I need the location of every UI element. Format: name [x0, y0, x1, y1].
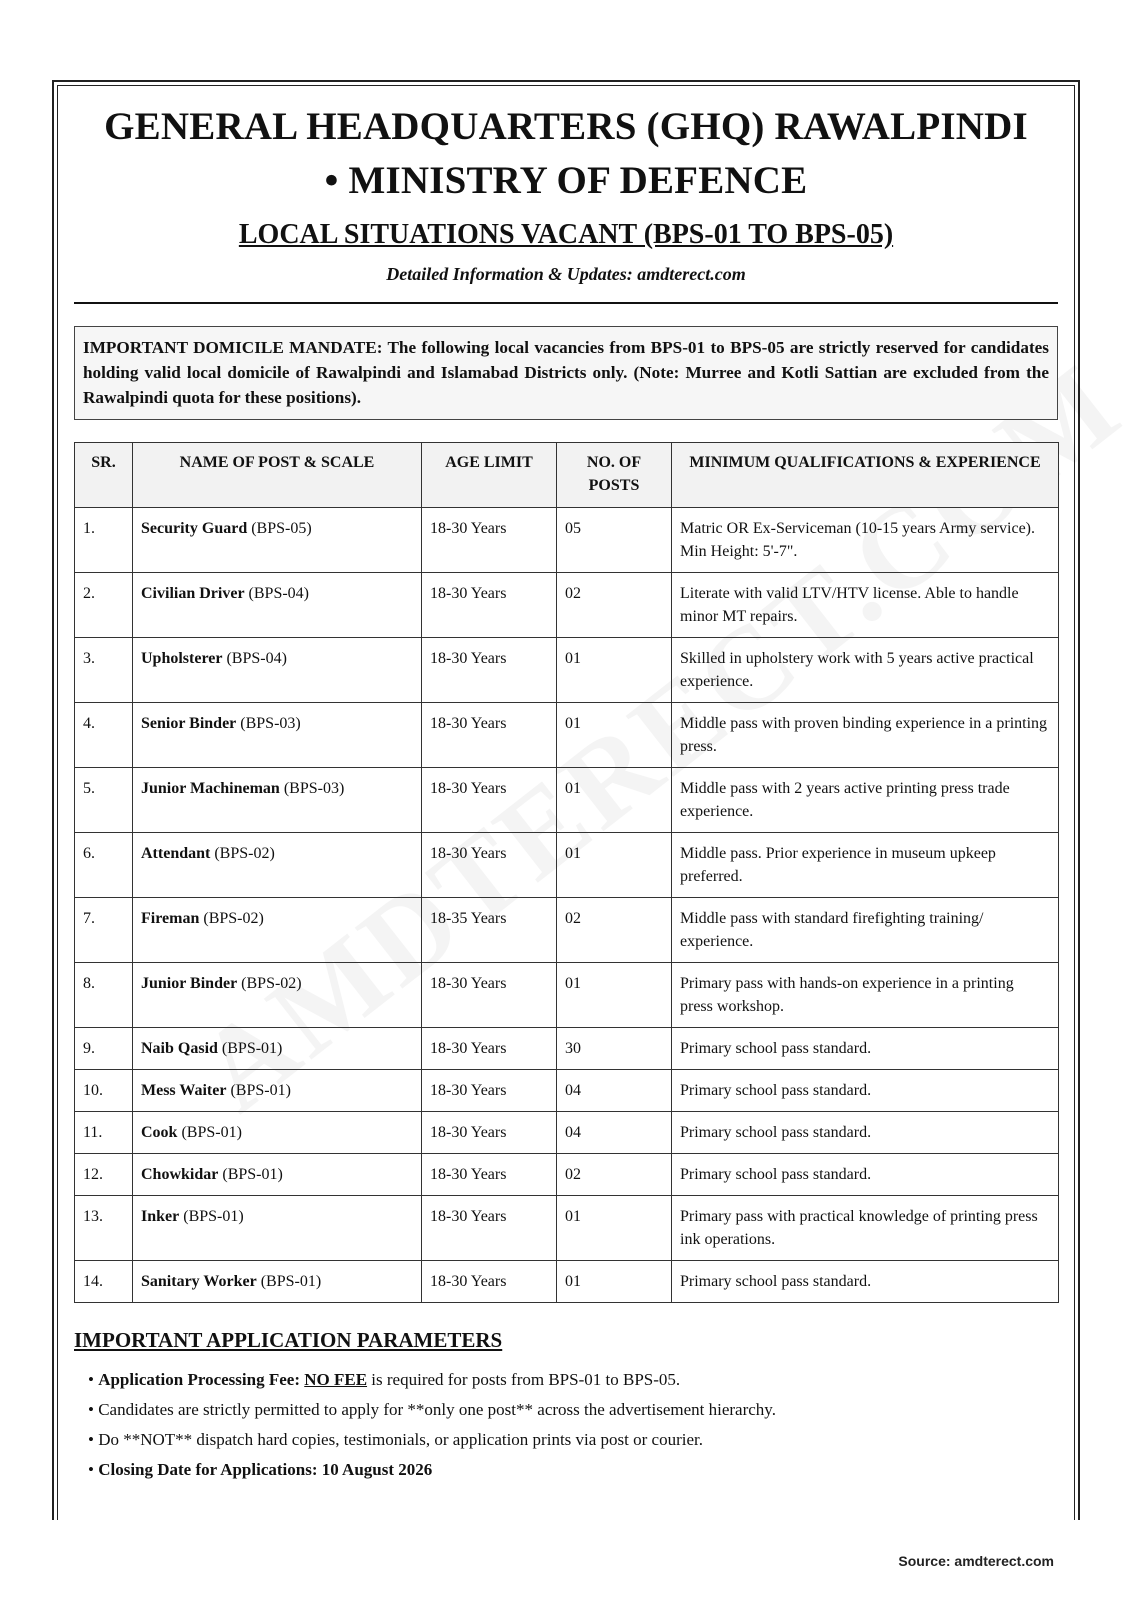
- post-name: Senior Binder: [141, 715, 237, 732]
- cell-age: 18-35 Years: [422, 898, 557, 963]
- cell-qualifications: Skilled in upholstery work with 5 years active practical experience.: [672, 638, 1059, 703]
- cell-post: [133, 703, 422, 768]
- bullet: •: [88, 1430, 94, 1449]
- cell-sr: 14.: [75, 1261, 133, 1303]
- cell-sr: 9.: [75, 1028, 133, 1070]
- cell-age: 18-30 Years: [422, 1261, 557, 1303]
- post-name: Naib Qasid: [141, 1040, 218, 1057]
- params-list: [74, 1365, 1058, 1485]
- cell-post: [133, 1154, 422, 1196]
- table-row: [75, 573, 1059, 638]
- post-name: Cook: [141, 1124, 178, 1141]
- cell-posts: 01: [557, 833, 672, 898]
- cell-posts: 30: [557, 1028, 672, 1070]
- post-scale: (BPS-02): [214, 845, 275, 862]
- cell-qualifications: Primary pass with practical knowledge of printing press ink operations.: [672, 1196, 1059, 1261]
- domicile-notice: IMPORTANT DOMICILE MANDATE: The following local vacancies from BPS-01 to BPS-05 are strictly reserved for candidates holding valid local domicile of Rawalpindi and Islamabad Districts only. (Note: Murree and Kotli Sattian are excluded from the Rawalpindi quota for these positions).: [74, 326, 1058, 420]
- cell-post: [133, 898, 422, 963]
- cell-posts: 02: [557, 573, 672, 638]
- bullet: •: [88, 1370, 94, 1389]
- post-name: Mess Waiter: [141, 1082, 227, 1099]
- post-scale: (BPS-05): [251, 520, 312, 537]
- cell-post: [133, 1070, 422, 1112]
- advertisement-body: [74, 100, 1058, 1485]
- cell-qualifications: Primary school pass standard.: [672, 1154, 1059, 1196]
- col-header-posts: NO. OF POSTS: [557, 443, 672, 508]
- post-scale: (BPS-04): [248, 585, 309, 602]
- cell-age: 18-30 Years: [422, 1154, 557, 1196]
- cell-posts: 01: [557, 703, 672, 768]
- post-scale: (BPS-01): [181, 1124, 242, 1141]
- cell-age: 18-30 Years: [422, 703, 557, 768]
- post-scale: (BPS-03): [240, 715, 301, 732]
- cell-posts: 04: [557, 1112, 672, 1154]
- cell-posts: 05: [557, 508, 672, 573]
- post-scale: (BPS-04): [226, 650, 287, 667]
- closing-date: Closing Date for Applications: 10 August 2026: [98, 1460, 433, 1479]
- title-line-2: • MINISTRY OF DEFENCE: [324, 159, 808, 202]
- post-scale: (BPS-03): [283, 780, 345, 797]
- post-name: Junior Machineman: [141, 780, 280, 797]
- post-scale: (BPS-01): [260, 1273, 322, 1290]
- no-dispatch-rule: Do **NOT** dispatch hard copies, testimonials, or application prints via post or courier.: [98, 1430, 703, 1449]
- table-row: [75, 1070, 1059, 1112]
- fee-rest: is required for posts from BPS-01 to BPS-05.: [371, 1370, 681, 1389]
- col-header-post: NAME OF POST & SCALE: [133, 443, 422, 508]
- one-post-rule: Candidates are strictly permitted to apply for **only one post** across the advertisement hierarchy.: [98, 1400, 776, 1419]
- table-row: [75, 703, 1059, 768]
- cell-sr: 11.: [75, 1112, 133, 1154]
- info-line: Detailed Information & Updates: amdterect.com: [386, 264, 746, 284]
- cell-sr: 12.: [75, 1154, 133, 1196]
- post-scale: (BPS-01): [230, 1082, 291, 1099]
- table-row: [75, 1196, 1059, 1261]
- bullet: •: [88, 1400, 94, 1419]
- cell-age: 18-30 Years: [422, 963, 557, 1028]
- post-name: Security Guard: [141, 520, 248, 537]
- page-title: [74, 100, 1058, 208]
- table-header-row: [75, 443, 1059, 508]
- cell-posts: 01: [557, 1261, 672, 1303]
- table-row: [75, 508, 1059, 573]
- cell-age: 18-30 Years: [422, 768, 557, 833]
- cell-sr: 4.: [75, 703, 133, 768]
- cell-sr: 13.: [75, 1196, 133, 1261]
- cell-sr: 3.: [75, 638, 133, 703]
- bullet: •: [88, 1460, 94, 1479]
- list-item: [88, 1395, 1058, 1425]
- cell-qualifications: Middle pass with standard firefighting training/ experience.: [672, 898, 1059, 963]
- table-row: [75, 1154, 1059, 1196]
- cell-posts: 02: [557, 1154, 672, 1196]
- cell-post: [133, 833, 422, 898]
- cell-qualifications: Middle pass with proven binding experience in a printing press.: [672, 703, 1059, 768]
- cell-post: [133, 768, 422, 833]
- cell-qualifications: Middle pass. Prior experience in museum upkeep preferred.: [672, 833, 1059, 898]
- cell-post: [133, 1196, 422, 1261]
- cell-post: [133, 1028, 422, 1070]
- col-header-qualifications: MINIMUM QUALIFICATIONS & EXPERIENCE: [672, 443, 1059, 508]
- cell-age: 18-30 Years: [422, 573, 557, 638]
- fee-value: NO FEE: [304, 1370, 368, 1389]
- table-row: [75, 833, 1059, 898]
- cell-sr: 5.: [75, 768, 133, 833]
- cell-sr: 6.: [75, 833, 133, 898]
- cell-age: 18-30 Years: [422, 833, 557, 898]
- post-name: Fireman: [141, 910, 200, 927]
- cell-age: 18-30 Years: [422, 1112, 557, 1154]
- cell-age: 18-30 Years: [422, 638, 557, 703]
- cell-qualifications: Primary school pass standard.: [672, 1028, 1059, 1070]
- cell-sr: 1.: [75, 508, 133, 573]
- post-name: Attendant: [141, 845, 211, 862]
- table-row: [75, 898, 1059, 963]
- cell-posts: 02: [557, 898, 672, 963]
- post-name: Inker: [141, 1208, 180, 1225]
- table-row: [75, 963, 1059, 1028]
- table-row: [75, 1112, 1059, 1154]
- cell-age: 18-30 Years: [422, 1070, 557, 1112]
- cell-sr: 7.: [75, 898, 133, 963]
- params-heading: IMPORTANT APPLICATION PARAMETERS: [74, 1328, 503, 1352]
- list-item: [88, 1455, 1058, 1485]
- source-credit: Source: amdterect.com: [898, 1553, 1054, 1569]
- cell-age: 18-30 Years: [422, 1028, 557, 1070]
- post-name: Sanitary Worker: [141, 1273, 257, 1290]
- cell-qualifications: Primary school pass standard.: [672, 1112, 1059, 1154]
- cell-qualifications: Primary school pass standard.: [672, 1261, 1059, 1303]
- cell-posts: 01: [557, 963, 672, 1028]
- cell-post: [133, 1112, 422, 1154]
- list-item: [88, 1425, 1058, 1455]
- post-scale: (BPS-02): [203, 910, 264, 927]
- cell-sr: 10.: [75, 1070, 133, 1112]
- cell-posts: 04: [557, 1070, 672, 1112]
- page-subtitle: LOCAL SITUATIONS VACANT (BPS-01 TO BPS-05): [238, 219, 894, 250]
- col-header-age: AGE LIMIT: [422, 443, 557, 508]
- table-row: [75, 638, 1059, 703]
- title-line-1: GENERAL HEADQUARTERS (GHQ) RAWALPINDI: [104, 105, 1028, 148]
- cell-post: [133, 638, 422, 703]
- table-row: [75, 1028, 1059, 1070]
- cell-age: 18-30 Years: [422, 1196, 557, 1261]
- cell-age: 18-30 Years: [422, 508, 557, 573]
- vacancies-table: [74, 442, 1059, 1303]
- cell-qualifications: Primary pass with hands-on experience in a printing press workshop.: [672, 963, 1059, 1028]
- cell-posts: 01: [557, 768, 672, 833]
- post-scale: (BPS-01): [183, 1208, 244, 1225]
- cell-post: [133, 573, 422, 638]
- cell-qualifications: Primary school pass standard.: [672, 1070, 1059, 1112]
- cell-sr: 2.: [75, 573, 133, 638]
- post-scale: (BPS-01): [221, 1040, 283, 1057]
- post-name: Civilian Driver: [141, 585, 245, 602]
- fee-label: Application Processing Fee:: [98, 1370, 300, 1389]
- col-header-sr: SR.: [75, 443, 133, 508]
- post-name: Chowkidar: [141, 1166, 219, 1183]
- cell-sr: 8.: [75, 963, 133, 1028]
- post-name: Junior Binder: [141, 975, 238, 992]
- cell-qualifications: Matric OR Ex-Serviceman (10-15 years Army service). Min Height: 5'-7".: [672, 508, 1059, 573]
- list-item: [88, 1365, 1058, 1395]
- table-row: [75, 768, 1059, 833]
- table-row: [75, 1261, 1059, 1303]
- post-scale: (BPS-01): [222, 1166, 283, 1183]
- cell-qualifications: Literate with valid LTV/HTV license. Able to handle minor MT repairs.: [672, 573, 1059, 638]
- cell-post: [133, 1261, 422, 1303]
- header-divider: [74, 302, 1058, 304]
- cell-post: [133, 963, 422, 1028]
- cell-posts: 01: [557, 1196, 672, 1261]
- cell-posts: 01: [557, 638, 672, 703]
- post-name: Upholsterer: [141, 650, 223, 667]
- post-scale: (BPS-02): [241, 975, 302, 992]
- cell-qualifications: Middle pass with 2 years active printing press trade experience.: [672, 768, 1059, 833]
- cell-post: [133, 508, 422, 573]
